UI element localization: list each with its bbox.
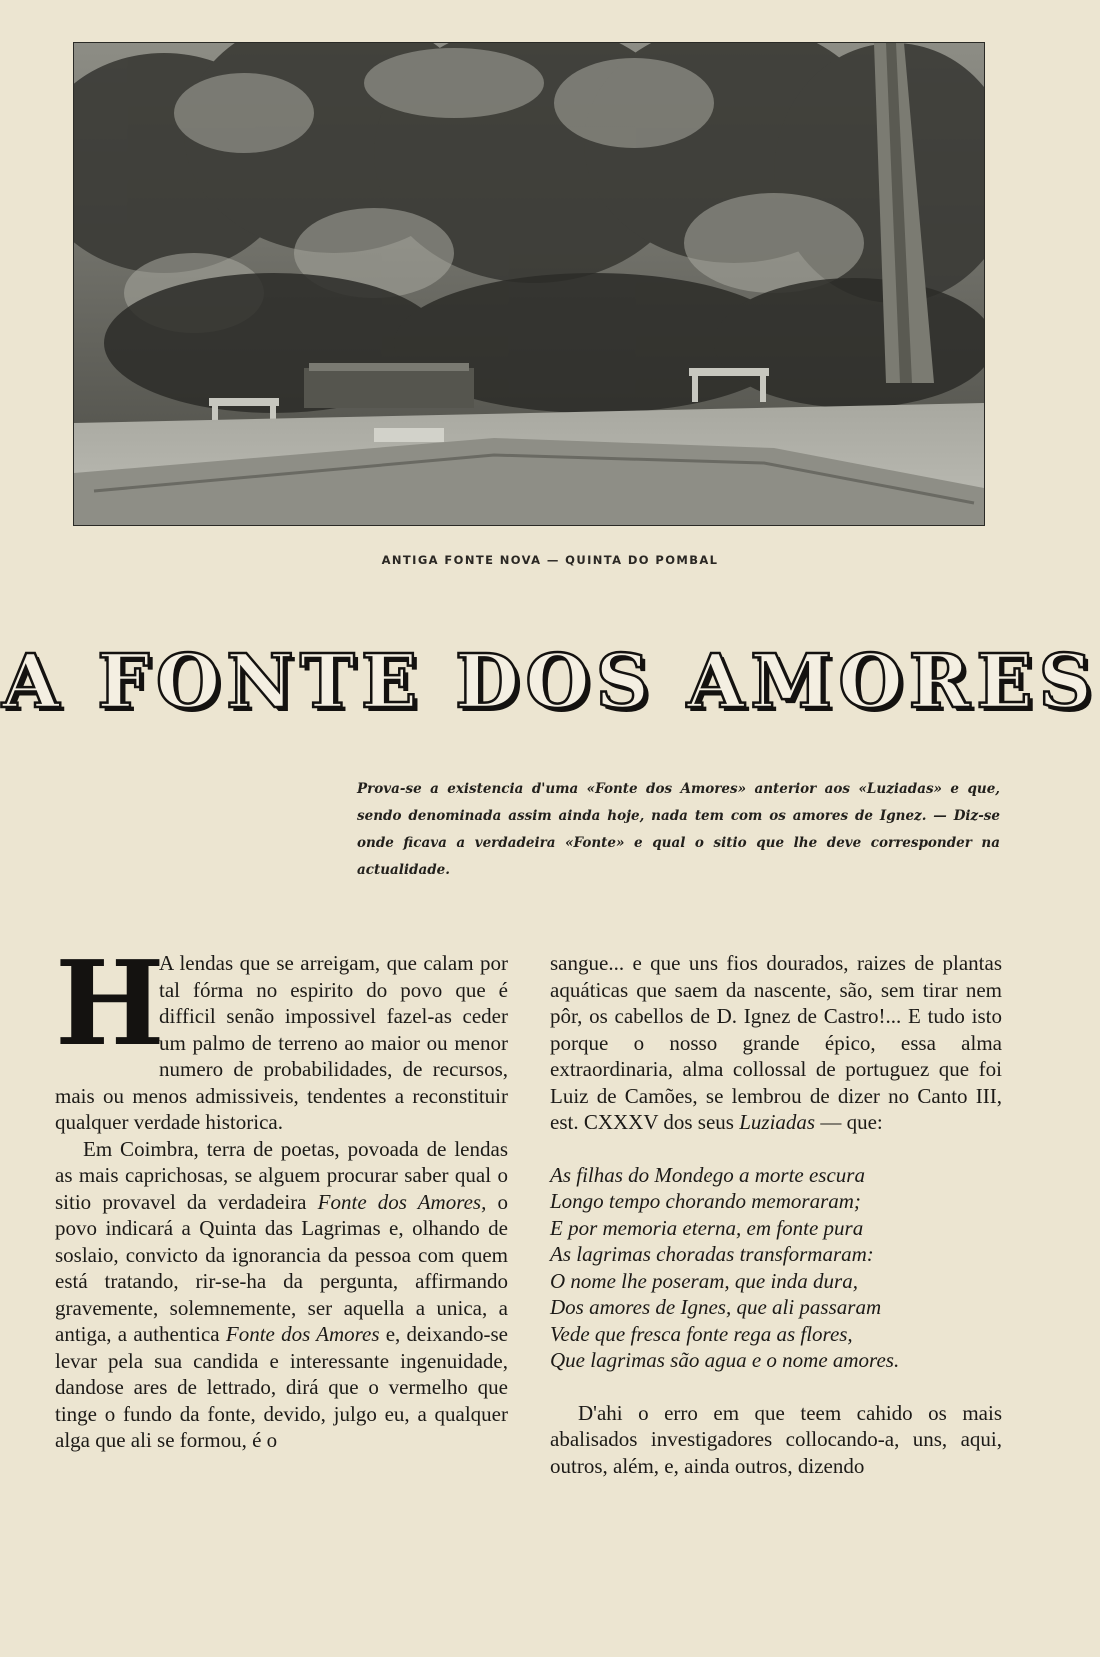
photo-caption: ANTIGA FONTE NOVA — QUINTA DO POMBAL bbox=[381, 553, 719, 567]
right-column bbox=[550, 950, 1002, 1479]
verse-line: O nome lhe poseram, que inda dura, bbox=[550, 1268, 858, 1293]
paragraph-text: Em Coimbra, terra de poetas, povoada de lendas as mais caprichosas, se alguem procurar saber qual o sitio provavel da verdadeira bbox=[55, 1136, 508, 1214]
verse-line: E por memoria eterna, em fonte pura bbox=[550, 1215, 864, 1240]
emphasis-text: Fonte dos Amores bbox=[225, 1322, 380, 1346]
left-column bbox=[55, 936, 509, 1454]
article-summary: Prova-se a existencia d'uma «Fonte dos Amores» anterior aos «Luziadas» e que, sendo denominada assim ainda hoje, nada tem com os amores de Ignez. — Diz-se onde ficava a verdadeira «Fonte» e qual o sitio que lhe deve corresponder na actualidade. bbox=[357, 781, 1000, 878]
emphasis-text: Luziadas bbox=[739, 1110, 816, 1134]
fountain-photo-illustration bbox=[74, 43, 984, 525]
verse-stanza bbox=[550, 1162, 1002, 1374]
paragraph-text: — que: bbox=[815, 1110, 883, 1134]
emphasis-text: Fonte dos Amores, bbox=[317, 1189, 487, 1214]
verse-line: Longo tempo chorando memoraram; bbox=[550, 1189, 861, 1213]
verse-line: Que lagrimas são agua e o nome amores. bbox=[550, 1348, 900, 1372]
verse-line: Dos amores de Ignes, que ali passaram bbox=[550, 1295, 882, 1319]
paragraph-text: e, deixando-se levar pela sua candida e interessante ingenuidade, dandose ares de lettrado, dirá que o vermelho que tinge o fundo da fonte, devido, julgo eu, a qualquer alga que ali se formou, é o bbox=[55, 1322, 508, 1452]
verse-line: As filhas do Mondego a morte escura bbox=[550, 1162, 865, 1187]
paragraph: A lendas que se arreigam, que calam por tal fórma no espirito do povo que é difficil senão impossivel fazel-as ceder um palmo de terreno ao maior ou menor numero de probabilidades, de recursos, mais ou menos admissiveis, tendentes a reconstituir qualquer verdade historica. bbox=[55, 951, 508, 1134]
verse-line: Vede que fresca fonte rega as flores, bbox=[550, 1321, 853, 1346]
paragraph-text: o povo indicará a Quinta das Lagrimas e, olhando de soslaio, convicto da ignorancia da pessoa com quem está tratando, rir-se-ha da pergunta, affirmando gravemente, solemnemente, ser aquella a unica, a antiga, a authentica bbox=[55, 1189, 509, 1346]
paragraph bbox=[550, 950, 1002, 1136]
paragraph: D'ahi o erro em que teem cahido os mais abalisados investigadores collocando-a, uns, aqui, outros, além, e, ainda outros, dizendo bbox=[550, 1400, 1002, 1478]
drop-cap: H bbox=[55, 936, 165, 1072]
verse-line: As lagrimas choradas transformaram: bbox=[550, 1242, 874, 1266]
paragraph bbox=[55, 1136, 508, 1454]
article-title: A FONTE DOS AMORES bbox=[1, 639, 1098, 725]
paragraph-text: sangue... e que uns fios dourados, raizes de plantas aquáticas que saem da nascente, são, sem tirar nem pôr, os cabellos de D. Ignez de Castro!... E tudo isto porque o nosso grande épico, essa alma extraordinaria, alma collossal de portuguez que foi Luiz de Camões, se lembrou de dizer no Canto III, est. CXXXV dos seus bbox=[550, 951, 1002, 1134]
fountain-photograph bbox=[73, 42, 985, 526]
